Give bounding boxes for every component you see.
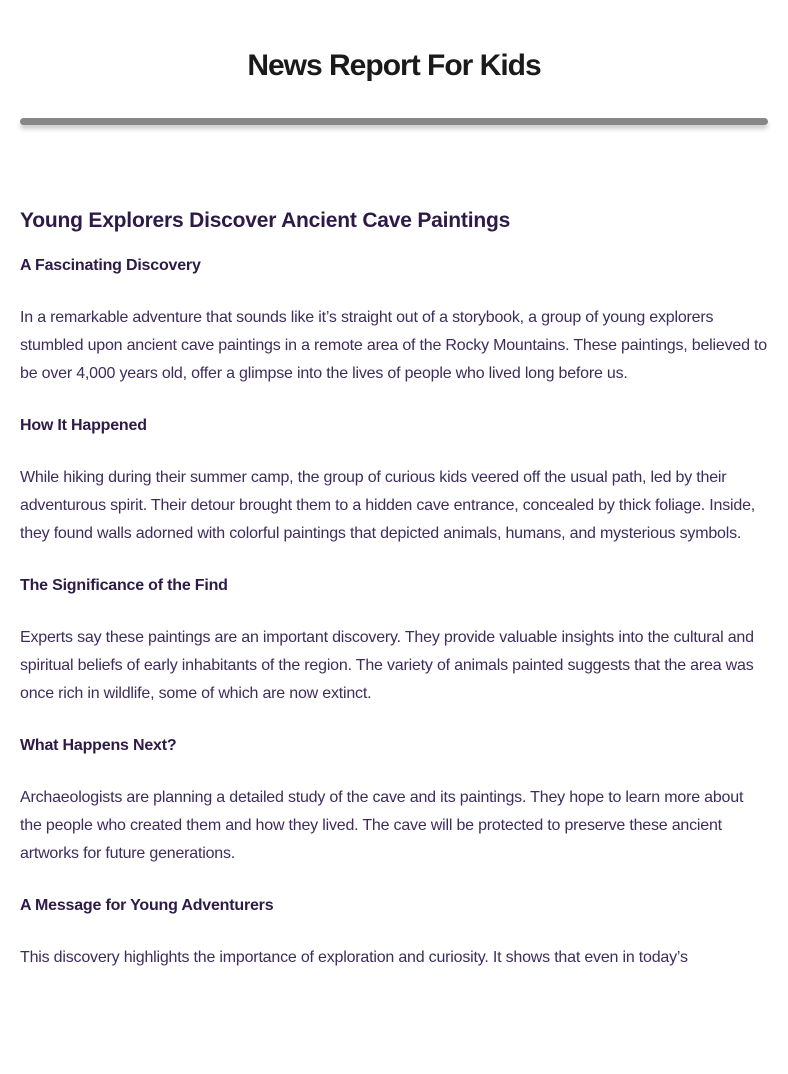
section-paragraph: Archaeologists are planning a detailed study of the cave and its paintings. They hope to learn more about the people who created them and how they lived. The cave will be protected to preserve these ancient artworks for future generations. (20, 789, 744, 862)
article-sections (20, 252, 768, 972)
article-section (20, 732, 768, 868)
section-paragraph: While hiking during their summer camp, the group of curious kids veered off the usual path, led by their adventurous spirit. Their detour brought them to a hidden cave entrance, concealed by thick foliage. Inside, they found walls adorned with colorful paintings that depicted animals, humans, and mysterious symbols. (20, 469, 756, 542)
section-paragraph: In a remarkable adventure that sounds like it’s straight out of a storybook, a group of young explorers stumbled upon ancient cave paintings in a remote area of the Rocky Mountains. These paintings, believed to be over 4,000 years old, offer a glimpse into the lives of people who lived long before us. (20, 309, 767, 382)
section-paragraph: This discovery highlights the importance of exploration and curiosity. It shows that even in today’s (20, 949, 688, 966)
section-subheading: What Happens Next? (20, 737, 177, 754)
article-heading: Young Explorers Discover Ancient Cave Paintings (20, 209, 511, 232)
article (20, 207, 768, 972)
section-paragraph: Experts say these paintings are an important discovery. They provide valuable insights into the cultural and spiritual beliefs of early inhabitants of the region. The variety of animals painted suggests that the area was once rich in wildlife, some of which are now extinct. (20, 629, 754, 702)
site-title: News Report For Kids (247, 49, 541, 82)
article-section (20, 572, 768, 708)
page (0, 50, 788, 972)
article-section (20, 892, 768, 972)
section-subheading: A Message for Young Adventurers (20, 897, 274, 914)
section-subheading: The Significance of the Find (20, 577, 228, 594)
article-section (20, 252, 768, 388)
section-subheading: How It Happened (20, 417, 147, 434)
section-subheading: A Fascinating Discovery (20, 257, 201, 274)
title-divider (20, 118, 768, 125)
article-section (20, 412, 768, 548)
